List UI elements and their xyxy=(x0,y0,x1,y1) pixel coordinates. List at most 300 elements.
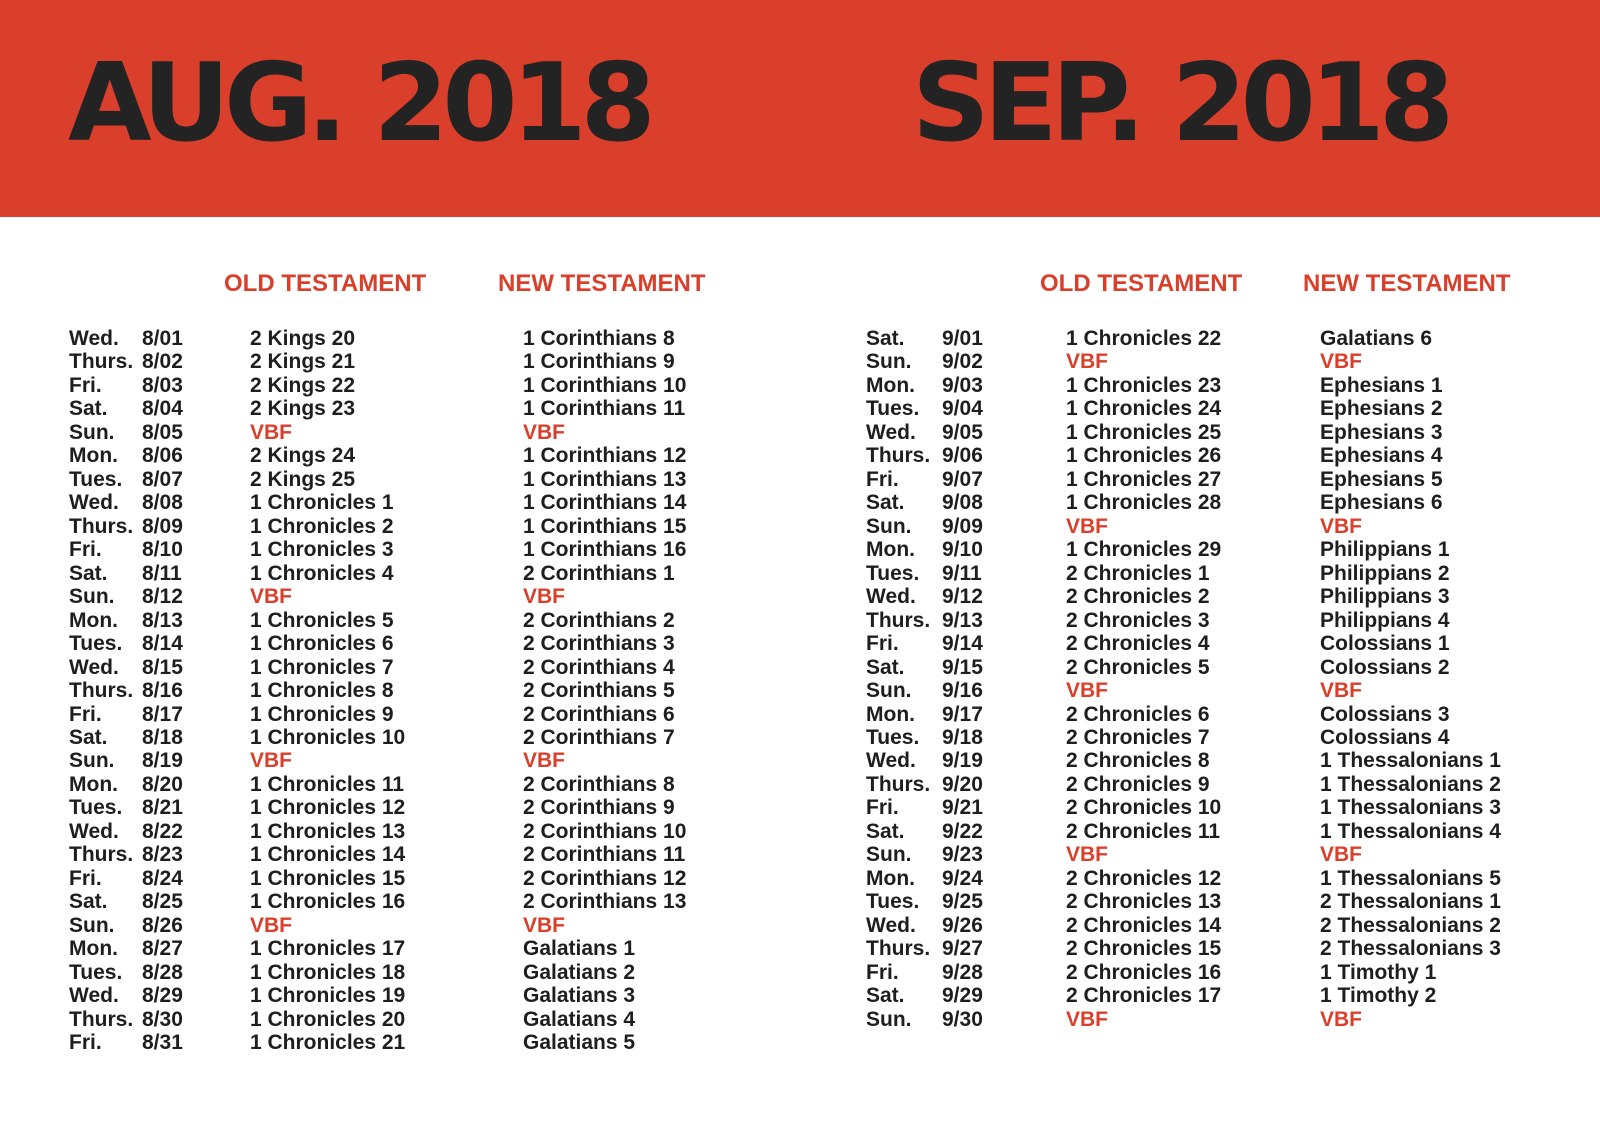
date: 9/10 xyxy=(942,538,983,562)
day: Sat. xyxy=(69,725,108,749)
date: 9/27 xyxy=(942,937,983,961)
old-testament-reading: 2 Chronicles 17 xyxy=(1066,984,1222,1008)
schedule-row xyxy=(0,397,800,420)
day: Tues. xyxy=(866,561,920,585)
day: Thurs. xyxy=(69,350,134,374)
day: Sun. xyxy=(866,514,912,538)
day: Fri. xyxy=(866,467,899,491)
schedule-row xyxy=(800,773,1600,796)
date: 8/17 xyxy=(142,702,183,726)
schedule-row xyxy=(0,890,800,913)
new-testament-reading: Ephesians 1 xyxy=(1320,373,1443,397)
schedule-row xyxy=(800,491,1600,514)
old-testament-reading: 1 Chronicles 1 xyxy=(250,491,394,515)
day: Tues. xyxy=(69,632,123,656)
date: 9/16 xyxy=(942,679,983,703)
date: 9/28 xyxy=(942,960,983,984)
new-testament-reading: Galatians 2 xyxy=(523,960,636,984)
day: Wed. xyxy=(866,585,916,609)
date: 8/11 xyxy=(142,561,182,585)
old-testament-reading: 2 Kings 25 xyxy=(250,467,356,491)
new-testament-reading: VBF xyxy=(523,420,565,444)
old-testament-reading: 2 Chronicles 5 xyxy=(1066,655,1210,679)
date: 9/18 xyxy=(942,725,983,749)
schedule-row xyxy=(800,350,1600,373)
schedule-row xyxy=(0,515,800,538)
schedule-row xyxy=(0,914,800,937)
new-testament-reading: 1 Corinthians 15 xyxy=(523,514,687,538)
new-testament-reading: 2 Corinthians 6 xyxy=(523,702,675,726)
new-testament-reading: 2 Corinthians 5 xyxy=(523,679,675,703)
new-testament-reading: 2 Corinthians 13 xyxy=(523,890,687,914)
schedule-row xyxy=(800,867,1600,890)
day: Mon. xyxy=(866,538,915,562)
date: 9/01 xyxy=(942,327,983,350)
schedule-row xyxy=(0,585,800,608)
old-testament-reading: 1 Chronicles 2 xyxy=(250,514,394,538)
old-testament-reading: 2 Chronicles 16 xyxy=(1066,960,1222,984)
schedule-row xyxy=(800,726,1600,749)
old-testament-reading: 2 Chronicles 14 xyxy=(1066,913,1222,937)
day: Sun. xyxy=(69,749,115,773)
old-testament-reading: 2 Chronicles 13 xyxy=(1066,890,1222,914)
september-schedule xyxy=(800,327,1600,1031)
date: 8/27 xyxy=(142,937,183,961)
date: 8/06 xyxy=(142,444,183,468)
date: 9/17 xyxy=(942,702,983,726)
day: Thurs. xyxy=(69,679,134,703)
day: Sun. xyxy=(69,585,115,609)
day: Thurs. xyxy=(866,444,931,468)
new-testament-reading: Galatians 4 xyxy=(523,1007,636,1031)
date: 8/28 xyxy=(142,960,183,984)
date: 8/12 xyxy=(142,585,183,609)
old-testament-reading: 1 Chronicles 18 xyxy=(250,960,406,984)
date: 9/20 xyxy=(942,772,983,796)
old-testament-reading: 1 Chronicles 4 xyxy=(250,561,394,585)
date: 8/01 xyxy=(142,327,183,350)
old-testament-reading: VBF xyxy=(250,420,292,444)
schedule-row xyxy=(0,726,800,749)
day: Mon. xyxy=(69,772,118,796)
new-testament-reading: Galatians 3 xyxy=(523,984,636,1008)
schedule-row xyxy=(0,491,800,514)
old-testament-reading: 2 Kings 22 xyxy=(250,373,356,397)
old-testament-reading: 2 Kings 21 xyxy=(250,350,356,374)
old-testament-reading: 1 Chronicles 27 xyxy=(1066,467,1222,491)
old-testament-reading: 1 Chronicles 29 xyxy=(1066,538,1222,562)
date: 9/06 xyxy=(942,444,983,468)
new-testament-reading: Colossians 4 xyxy=(1320,725,1450,749)
new-testament-reading: 2 Corinthians 4 xyxy=(523,655,675,679)
old-testament-reading: 1 Chronicles 11 xyxy=(250,772,405,796)
date: 9/02 xyxy=(942,350,983,374)
new-testament-reading: 1 Thessalonians 4 xyxy=(1320,819,1501,843)
date: 8/03 xyxy=(142,373,183,397)
day: Tues. xyxy=(866,890,920,914)
schedule-row xyxy=(800,562,1600,585)
date: 8/30 xyxy=(142,1007,183,1031)
date: 9/19 xyxy=(942,749,983,773)
day: Sun. xyxy=(69,913,115,937)
schedule-row xyxy=(800,914,1600,937)
date: 9/05 xyxy=(942,420,983,444)
schedule-row xyxy=(800,538,1600,561)
schedule-row xyxy=(0,538,800,561)
schedule-row xyxy=(800,515,1600,538)
old-testament-reading: 2 Chronicles 1 xyxy=(1066,561,1210,585)
date: 9/24 xyxy=(942,866,983,890)
schedule-row xyxy=(800,890,1600,913)
old-testament-reading: VBF xyxy=(250,749,292,773)
schedule-row xyxy=(800,820,1600,843)
day: Thurs. xyxy=(69,1007,134,1031)
day: Sat. xyxy=(69,561,108,585)
day: Mon. xyxy=(69,937,118,961)
day: Wed. xyxy=(866,749,916,773)
old-testament-reading: VBF xyxy=(1066,1007,1108,1031)
new-testament-reading: 1 Corinthians 16 xyxy=(523,538,687,562)
day: Wed. xyxy=(866,420,916,444)
date: 9/30 xyxy=(942,1007,983,1031)
new-testament-reading: 2 Corinthians 3 xyxy=(523,632,675,656)
day: Sat. xyxy=(866,655,905,679)
old-testament-reading: VBF xyxy=(250,913,292,937)
schedule-row xyxy=(0,843,800,866)
day: Sun. xyxy=(69,420,115,444)
new-testament-reading: VBF xyxy=(1320,350,1362,374)
new-testament-reading: 1 Corinthians 10 xyxy=(523,373,687,397)
schedule-row xyxy=(0,749,800,772)
schedule-row xyxy=(0,796,800,819)
new-testament-reading: Ephesians 2 xyxy=(1320,397,1443,421)
date: 9/11 xyxy=(942,561,982,585)
old-testament-reading: 2 Chronicles 8 xyxy=(1066,749,1210,773)
day: Fri. xyxy=(69,702,102,726)
day: Wed. xyxy=(69,491,119,515)
old-testament-reading: 2 Kings 20 xyxy=(250,327,356,350)
old-testament-reading: 1 Chronicles 19 xyxy=(250,984,406,1008)
date: 8/21 xyxy=(142,796,183,820)
schedule-row xyxy=(0,444,800,467)
schedule-row xyxy=(800,609,1600,632)
august-schedule xyxy=(0,327,800,1055)
schedule-row xyxy=(800,374,1600,397)
new-testament-reading: 1 Corinthians 11 xyxy=(523,397,686,421)
day: Fri. xyxy=(866,960,899,984)
schedule-row xyxy=(0,961,800,984)
day: Thurs. xyxy=(69,514,134,538)
new-testament-reading: 1 Corinthians 8 xyxy=(523,327,675,350)
new-testament-reading: 2 Corinthians 12 xyxy=(523,866,687,890)
new-testament-reading: 1 Corinthians 13 xyxy=(523,467,687,491)
old-testament-reading: 1 Chronicles 22 xyxy=(1066,327,1222,350)
date: 9/12 xyxy=(942,585,983,609)
day: Sat. xyxy=(69,397,108,421)
old-testament-reading: 1 Chronicles 6 xyxy=(250,632,394,656)
date: 9/13 xyxy=(942,608,983,632)
old-testament-reading: 1 Chronicles 7 xyxy=(250,655,394,679)
new-testament-reading: 2 Corinthians 10 xyxy=(523,819,687,843)
old-testament-reading: 1 Chronicles 14 xyxy=(250,843,406,867)
date: 9/07 xyxy=(942,467,983,491)
schedule-row xyxy=(0,679,800,702)
new-testament-reading: 2 Thessalonians 2 xyxy=(1320,913,1501,937)
old-testament-reading: 1 Chronicles 26 xyxy=(1066,444,1222,468)
old-testament-reading: 2 Chronicles 9 xyxy=(1066,772,1210,796)
date: 8/08 xyxy=(142,491,183,515)
date: 9/26 xyxy=(942,913,983,937)
old-testament-reading: VBF xyxy=(1066,514,1108,538)
new-testament-reading: Ephesians 4 xyxy=(1320,444,1443,468)
schedule-row xyxy=(0,703,800,726)
date: 9/21 xyxy=(942,796,983,820)
date: 8/04 xyxy=(142,397,183,421)
old-testament-reading: 1 Chronicles 17 xyxy=(250,937,406,961)
date: 8/25 xyxy=(142,890,183,914)
schedule-row xyxy=(800,632,1600,655)
new-testament-reading: 1 Corinthians 14 xyxy=(523,491,687,515)
date: 9/08 xyxy=(942,491,983,515)
old-testament-reading: 1 Chronicles 16 xyxy=(250,890,406,914)
old-testament-reading: 1 Chronicles 28 xyxy=(1066,491,1222,515)
aug-new-testament-header: NEW TESTAMENT xyxy=(498,270,706,297)
schedule-row xyxy=(0,562,800,585)
old-testament-reading: VBF xyxy=(1066,843,1108,867)
new-testament-reading: 1 Thessalonians 3 xyxy=(1320,796,1501,820)
day: Sun. xyxy=(866,843,912,867)
new-testament-reading: Colossians 3 xyxy=(1320,702,1450,726)
new-testament-reading: Philippians 4 xyxy=(1320,608,1450,632)
new-testament-reading: 1 Timothy 2 xyxy=(1320,984,1437,1008)
new-testament-reading: VBF xyxy=(523,585,565,609)
day: Fri. xyxy=(866,632,899,656)
sep-new-testament-header: NEW TESTAMENT xyxy=(1303,270,1511,297)
old-testament-reading: 2 Chronicles 10 xyxy=(1066,796,1222,820)
day: Tues. xyxy=(69,467,123,491)
old-testament-reading: 2 Kings 23 xyxy=(250,397,356,421)
new-testament-reading: 1 Thessalonians 2 xyxy=(1320,772,1501,796)
old-testament-reading: 1 Chronicles 24 xyxy=(1066,397,1222,421)
new-testament-reading: 2 Corinthians 2 xyxy=(523,608,675,632)
old-testament-reading: 1 Chronicles 23 xyxy=(1066,373,1222,397)
day: Wed. xyxy=(69,984,119,1008)
old-testament-reading: 2 Chronicles 6 xyxy=(1066,702,1210,726)
schedule-row xyxy=(0,374,800,397)
old-testament-reading: 2 Kings 24 xyxy=(250,444,356,468)
new-testament-reading: VBF xyxy=(523,749,565,773)
day: Mon. xyxy=(866,373,915,397)
schedule-row xyxy=(800,679,1600,702)
old-testament-reading: 1 Chronicles 12 xyxy=(250,796,406,820)
day: Sun. xyxy=(866,679,912,703)
new-testament-reading: 1 Timothy 1 xyxy=(1320,960,1437,984)
date: 8/18 xyxy=(142,725,183,749)
new-testament-reading: VBF xyxy=(1320,514,1362,538)
old-testament-reading: VBF xyxy=(1066,350,1108,374)
schedule-row xyxy=(800,585,1600,608)
date: 8/05 xyxy=(142,420,183,444)
schedule-row xyxy=(800,656,1600,679)
schedule-row xyxy=(0,1031,800,1054)
old-testament-reading: 1 Chronicles 20 xyxy=(250,1007,406,1031)
schedule-row xyxy=(0,609,800,632)
schedule-row xyxy=(0,773,800,796)
day: Thurs. xyxy=(69,843,134,867)
sep-old-testament-header: OLD TESTAMENT xyxy=(1040,270,1243,297)
schedule-row xyxy=(800,1008,1600,1031)
old-testament-reading: 2 Chronicles 4 xyxy=(1066,632,1210,656)
day: Sat. xyxy=(866,984,905,1008)
date: 8/31 xyxy=(142,1031,183,1055)
old-testament-reading: 1 Chronicles 25 xyxy=(1066,420,1222,444)
old-testament-reading: 1 Chronicles 8 xyxy=(250,679,394,703)
new-testament-reading: 2 Thessalonians 3 xyxy=(1320,937,1501,961)
day: Wed. xyxy=(69,819,119,843)
schedule-row xyxy=(0,468,800,491)
date: 8/23 xyxy=(142,843,183,867)
day: Mon. xyxy=(69,444,118,468)
day: Sat. xyxy=(866,327,905,350)
day: Fri. xyxy=(69,373,102,397)
date: 8/20 xyxy=(142,772,183,796)
old-testament-reading: 1 Chronicles 5 xyxy=(250,608,394,632)
new-testament-reading: VBF xyxy=(1320,843,1362,867)
old-testament-reading: VBF xyxy=(250,585,292,609)
day: Mon. xyxy=(866,866,915,890)
schedule-row xyxy=(0,350,800,373)
old-testament-reading: 2 Chronicles 12 xyxy=(1066,866,1222,890)
schedule-row xyxy=(800,843,1600,866)
old-testament-reading: 2 Chronicles 15 xyxy=(1066,937,1222,961)
date: 9/29 xyxy=(942,984,983,1008)
day: Mon. xyxy=(69,608,118,632)
schedule-row xyxy=(800,749,1600,772)
new-testament-reading: 2 Thessalonians 1 xyxy=(1320,890,1501,914)
schedule-row xyxy=(0,421,800,444)
schedule-row xyxy=(0,327,800,350)
schedule-row xyxy=(800,397,1600,420)
new-testament-reading: VBF xyxy=(523,913,565,937)
new-testament-reading: Galatians 6 xyxy=(1320,327,1433,350)
new-testament-reading: Colossians 2 xyxy=(1320,655,1450,679)
day: Fri. xyxy=(866,796,899,820)
date: 8/10 xyxy=(142,538,183,562)
old-testament-reading: 1 Chronicles 13 xyxy=(250,819,406,843)
old-testament-reading: 2 Chronicles 3 xyxy=(1066,608,1210,632)
date: 9/23 xyxy=(942,843,983,867)
new-testament-reading: 2 Corinthians 7 xyxy=(523,725,675,749)
day: Wed. xyxy=(69,655,119,679)
new-testament-reading: 2 Corinthians 1 xyxy=(523,561,675,585)
old-testament-reading: 1 Chronicles 21 xyxy=(250,1031,406,1055)
old-testament-reading: 2 Chronicles 7 xyxy=(1066,725,1210,749)
new-testament-reading: 1 Thessalonians 1 xyxy=(1320,749,1501,773)
schedule-row xyxy=(800,421,1600,444)
new-testament-reading: 2 Corinthians 11 xyxy=(523,843,686,867)
aug-old-testament-header: OLD TESTAMENT xyxy=(224,270,427,297)
schedule-row xyxy=(0,820,800,843)
date: 8/24 xyxy=(142,866,183,890)
new-testament-reading: Ephesians 3 xyxy=(1320,420,1443,444)
new-testament-reading: Galatians 5 xyxy=(523,1031,636,1055)
day: Thurs. xyxy=(866,772,931,796)
date: 8/02 xyxy=(142,350,183,374)
date: 8/15 xyxy=(142,655,183,679)
new-testament-reading: Ephesians 6 xyxy=(1320,491,1443,515)
old-testament-reading: 1 Chronicles 9 xyxy=(250,702,394,726)
day: Tues. xyxy=(69,796,123,820)
schedule-row xyxy=(800,468,1600,491)
day: Mon. xyxy=(866,702,915,726)
date: 8/09 xyxy=(142,514,183,538)
new-testament-reading: 2 Corinthians 8 xyxy=(523,772,675,796)
date: 9/25 xyxy=(942,890,983,914)
date: 9/15 xyxy=(942,655,983,679)
date: 8/29 xyxy=(142,984,183,1008)
day: Thurs. xyxy=(866,608,931,632)
schedule-row xyxy=(0,937,800,960)
day: Sun. xyxy=(866,350,912,374)
schedule-row xyxy=(0,1008,800,1031)
schedule-row xyxy=(800,327,1600,350)
schedule-row xyxy=(0,984,800,1007)
day: Sun. xyxy=(866,1007,912,1031)
date: 9/03 xyxy=(942,373,983,397)
new-testament-reading: Philippians 2 xyxy=(1320,561,1450,585)
date: 8/16 xyxy=(142,679,183,703)
date: 9/14 xyxy=(942,632,983,656)
day: Tues. xyxy=(866,397,920,421)
old-testament-reading: 2 Chronicles 11 xyxy=(1066,819,1221,843)
new-testament-reading: Philippians 1 xyxy=(1320,538,1450,562)
new-testament-reading: 2 Corinthians 9 xyxy=(523,796,675,820)
new-testament-reading: 1 Corinthians 12 xyxy=(523,444,687,468)
day: Sat. xyxy=(69,890,108,914)
old-testament-reading: 1 Chronicles 15 xyxy=(250,866,406,890)
day: Wed. xyxy=(866,913,916,937)
schedule-row xyxy=(800,444,1600,467)
schedule-row xyxy=(0,632,800,655)
day: Fri. xyxy=(69,866,102,890)
day: Thurs. xyxy=(866,937,931,961)
schedule-row xyxy=(800,961,1600,984)
schedule-row xyxy=(800,796,1600,819)
new-testament-reading: Galatians 1 xyxy=(523,937,636,961)
date: 8/19 xyxy=(142,749,183,773)
old-testament-reading: VBF xyxy=(1066,679,1108,703)
new-testament-reading: VBF xyxy=(1320,1007,1362,1031)
new-testament-reading: VBF xyxy=(1320,679,1362,703)
schedule-row xyxy=(800,984,1600,1007)
day: Tues. xyxy=(69,960,123,984)
old-testament-reading: 1 Chronicles 10 xyxy=(250,725,406,749)
date: 8/13 xyxy=(142,608,183,632)
day: Sat. xyxy=(866,819,905,843)
september-title: SEP. 2018 xyxy=(912,41,1449,166)
schedule-row xyxy=(0,656,800,679)
new-testament-reading: Colossians 1 xyxy=(1320,632,1450,656)
day: Wed. xyxy=(69,327,119,350)
new-testament-reading: Philippians 3 xyxy=(1320,585,1450,609)
date: 8/07 xyxy=(142,467,183,491)
schedule-row xyxy=(0,867,800,890)
date: 8/14 xyxy=(142,632,183,656)
date: 8/22 xyxy=(142,819,183,843)
schedule-row xyxy=(800,937,1600,960)
old-testament-reading: 2 Chronicles 2 xyxy=(1066,585,1210,609)
date: 9/22 xyxy=(942,819,983,843)
